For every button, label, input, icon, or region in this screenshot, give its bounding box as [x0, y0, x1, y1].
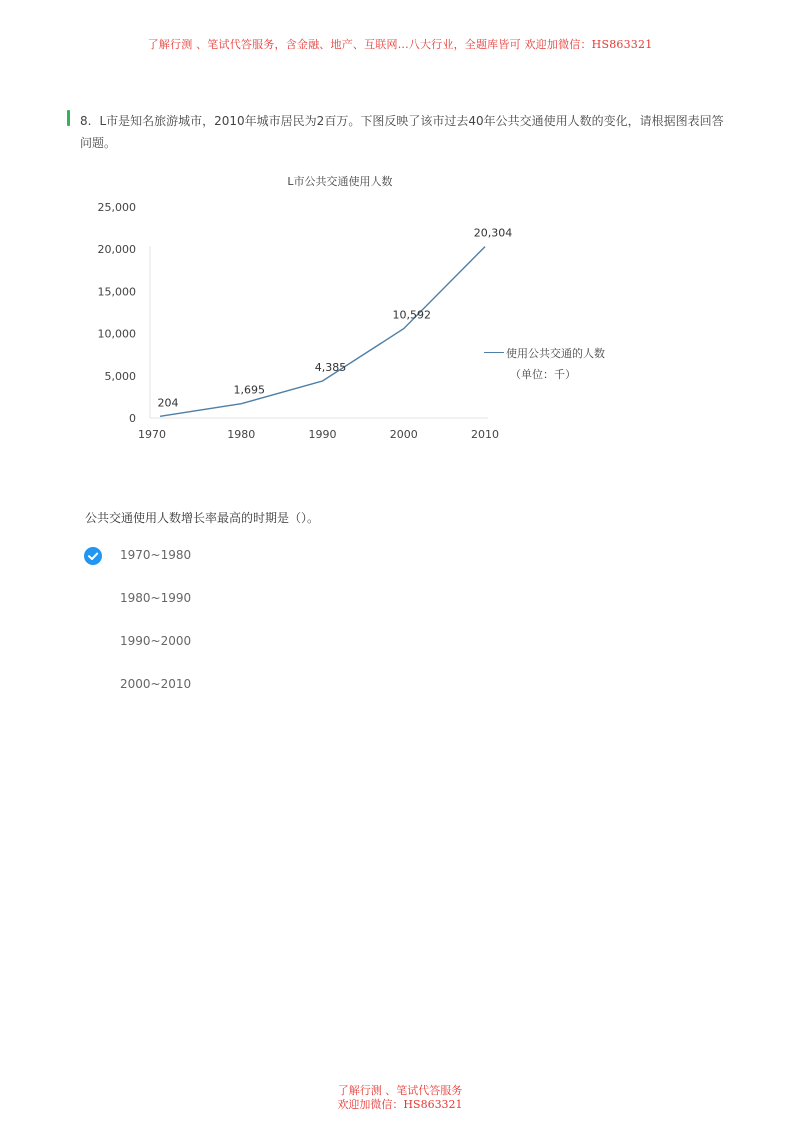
option-4[interactable]	[84, 673, 384, 697]
x-tick-label: 2010	[471, 428, 499, 441]
series-line	[157, 247, 485, 417]
y-tick-label: 20,000	[97, 243, 136, 257]
header-notice: 了解行测 、笔试代答服务，含金融、地产、互联网...八大行业，全题库皆可 欢迎加微信：HS863321	[147, 38, 653, 51]
question-number: 8.	[80, 114, 92, 128]
x-tick-label: 1970	[138, 428, 166, 441]
option-label: 2000~2010	[120, 677, 192, 691]
question-body: L市是知名旅游城市，2010年城市居民为2百万。下图反映了该市过去40年公共交通使用人数的变化，请根据图表回答问题。	[80, 114, 724, 150]
data-label: 20,304	[473, 226, 513, 240]
x-tick-label: 1990	[308, 428, 337, 441]
y-tick-label: 10,000	[97, 327, 136, 341]
option-label: 1980~1990	[120, 591, 192, 605]
y-tick-label: 5,000	[104, 369, 136, 383]
line-chart	[0, 0, 800, 460]
footer-notice	[0, 1084, 800, 1112]
data-label: 1,695	[233, 383, 265, 397]
data-label: 10,592	[392, 308, 431, 322]
option-2[interactable]	[84, 587, 384, 611]
y-tick-label: 0	[129, 412, 136, 425]
data-label: 204	[157, 396, 179, 410]
footer-line-1: 了解行测 、笔试代答服务	[337, 1084, 463, 1097]
legend-label: 使用公共交通的人数	[506, 347, 605, 360]
x-tick-label: 1980	[227, 428, 256, 441]
question-prompt: 公共交通使用人数增长率最高的时期是（）。	[85, 511, 320, 525]
option-1[interactable]	[84, 544, 384, 568]
x-tick-label: 2000	[389, 428, 418, 441]
y-tick-label: 25,000	[97, 201, 136, 214]
legend-unit: （单位：千）	[510, 368, 576, 381]
option-3[interactable]	[84, 630, 384, 654]
footer-line-2: 欢迎加微信：HS863321	[337, 1098, 463, 1111]
data-label: 4,385	[314, 360, 347, 374]
check-circle-icon	[84, 547, 102, 565]
y-tick-label: 15,000	[97, 285, 136, 299]
chart-title: L市公共交通使用人数	[287, 175, 393, 188]
legend-swatch	[484, 352, 504, 353]
option-label: 1970~1980	[120, 548, 192, 562]
option-label: 1990~2000	[120, 634, 192, 648]
